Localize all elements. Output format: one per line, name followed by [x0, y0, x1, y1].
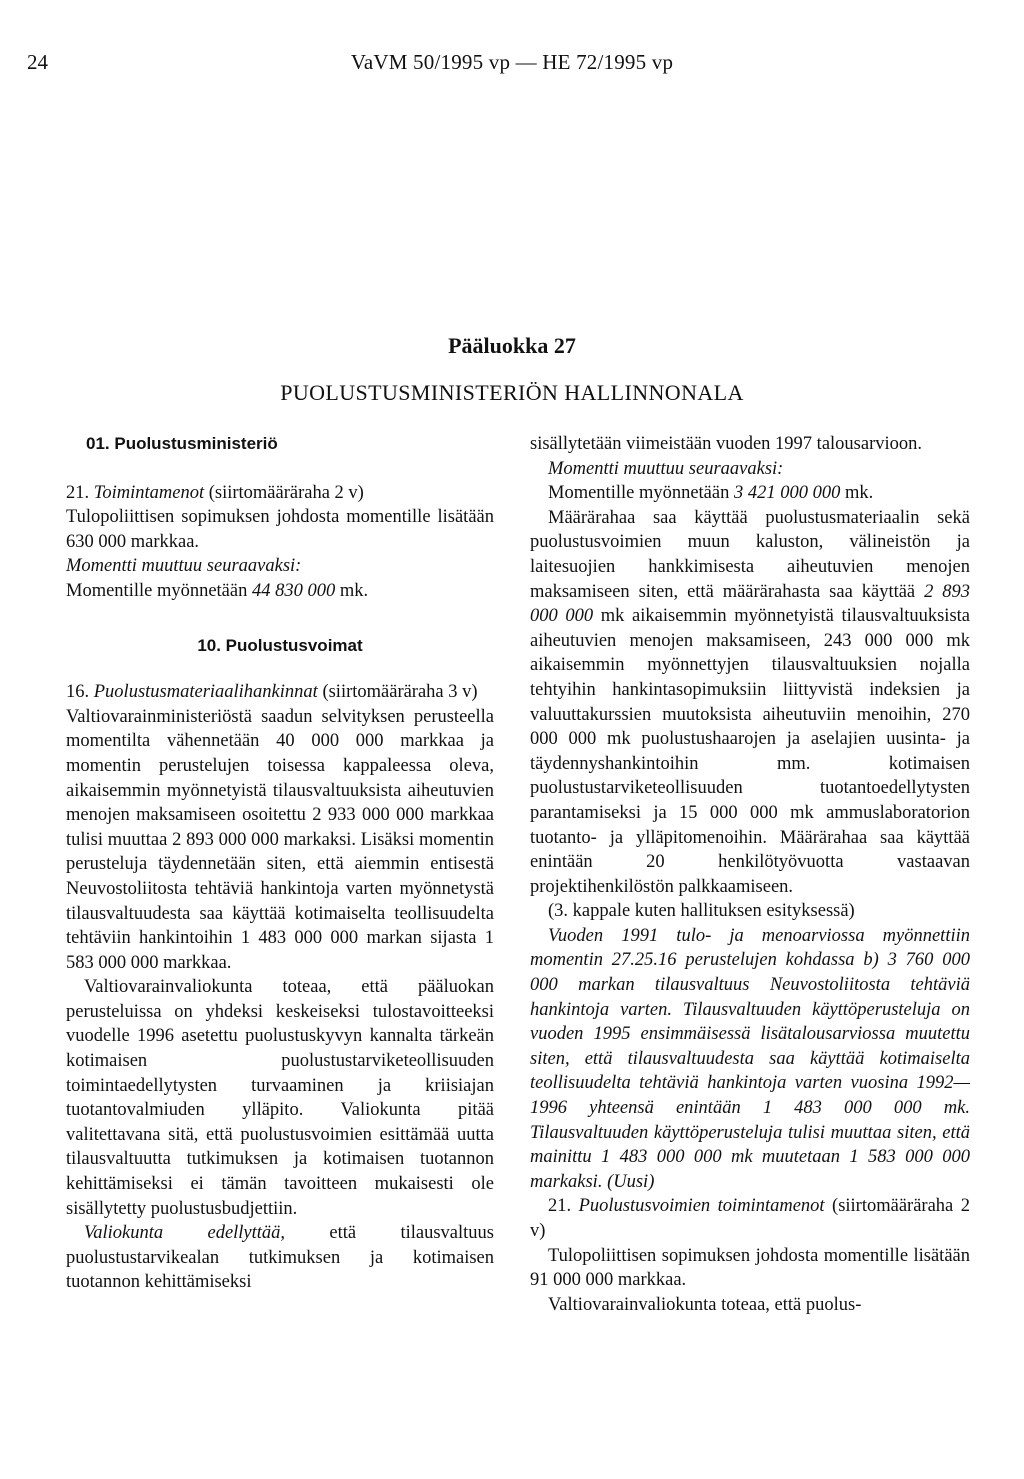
emphasis: Valiokunta edellyttää,: [84, 1223, 286, 1244]
text: mk aikaisemmin myönnetyistä tilausvaltuuksista aiheutuvien menojen maksamiseen, 243 000 000 mk aikaisemmin myönnettyjen tilausvaltuuksien nojalla tehtyihin hankintasopimuksiin liittyvistä indeksien ja valuuttakurssien muutoksista aiheutuviin menoihin, 270 000 000 mk puolustushaarojen ja aselajien uusinta- ja täydennyshankintoihin mm. kotimaisen puolustustarviketeollisuuden tuotantoedellytysten parantamiseksi ja 15 000 000 mk ammuslaboratorion tuotanto- ja ylläpitomenoihin. Määrärahaa saa käyttää enintään 20 henkilötyövuotta vastaavan projektihenkilöstön palkkaamiseen.: [530, 606, 970, 897]
left-column: [66, 432, 494, 1295]
paragraph: [530, 506, 970, 900]
amount: 2 893 000 000: [530, 581, 970, 627]
item-type: (siirtomääräraha 2 v): [530, 1196, 970, 1241]
sub-title: PUOLUSTUSMINISTERIÖN HALLINNONALA: [280, 380, 744, 405]
text: että tilausvaltuus puolustustarvikealan tutkimuksen ja kotimaisen tuotannon kehittämiseksi: [66, 1223, 494, 1293]
item-21-heading: [66, 481, 494, 506]
amount: 3 421 000 000: [734, 483, 841, 504]
item-number: 21.: [66, 482, 94, 503]
paragraph-italic: Momentti muuttuu seuraavaksi:: [66, 556, 302, 577]
section-title-puolustusministerio: 01. Puolustusministeriö: [86, 434, 278, 453]
note: (Uusi): [602, 1171, 655, 1192]
paragraph: [66, 579, 494, 604]
paragraph: Tulopoliittisen sopimuksen johdosta momentille lisätään 91 000 000 markkaa.: [530, 1245, 970, 1291]
italic-text: Vuoden 1991 tulo- ja menoarviossa myönnettiin momentin 27.25.16 perustelujen kohdassa b) 3 760 000 000 markan tilausvaltuus Neuvostoliitosta tehtäviä hankintoja varten. Tilausvaltuuden käyttöperusteluja on vuoden 1995 ensimmäisessä lisätalousarviossa muutettu siten, että tilausvaltuudesta saa käyttää kotimaiselta teollisuudelta tehtäviä hankintoja varten vuosina 1992—1996 yhteensä enintään 1 483 000 000 mk. Tilausvaltuuden käyttöperusteluja tulisi muuttaa siten, että mainittu 1 483 000 000 mk muutetaan 1 583 000 000 markaksi.: [530, 925, 970, 1192]
paragraph: sisällytetään viimeistään vuoden 1997 talousarvioon.: [530, 434, 923, 454]
text: Momentille myönnetään: [548, 483, 734, 504]
item-type: (siirtomääräraha 3 v): [317, 682, 478, 703]
item-title: Puolustusmateriaalihankinnat: [93, 682, 318, 703]
item-title: Puolustusvoimien toimintamenot: [578, 1196, 825, 1217]
paragraph: Valtiovarainministeriöstä saadun selvityksen perusteella momentilta vähennetään 40 000 000 markkaa ja momentin perustelujen toisessa kappaleessa oleva, aikaisemmin myönnetyistä tilausvaltuuksista aiheutuvien menojen maksamiseen osoitettu 2 933 000 000 markkaa tulisi muuttaa 2 893 000 000 markaksi. Lisäksi momentin perusteluja täydennetään siten, että aiemmin entisestä Neuvostoliitosta tehtäviä hankintoja varten myönnetystä tilausvaltuudesta saa käyttää kotimaiselta teollisuudelta tehtäviin hankintoihin 1 483 000 000 markan sijasta 1 583 000 000 markkaa.: [66, 706, 494, 973]
item-number: 21.: [548, 1196, 579, 1217]
amount: 44 830 000: [252, 580, 336, 601]
text: mk.: [840, 483, 874, 504]
paragraph: [530, 924, 970, 1195]
item-number: 16.: [66, 682, 94, 703]
right-column: [530, 432, 970, 1317]
text: mk.: [335, 580, 369, 601]
main-title: Pääluokka 27: [448, 333, 576, 358]
paragraph: (3. kappale kuten hallituksen esityksessä): [548, 901, 855, 922]
section-title-puolustusvoimat: 10. Puolustusvoimat: [197, 635, 363, 655]
running-header: VaVM 50/1995 vp — HE 72/1995 vp: [350, 50, 674, 74]
item-16-heading: [66, 680, 494, 705]
item-type: (siirtomääräraha 2 v): [204, 482, 364, 503]
item-title: Toimintamenot: [93, 482, 205, 503]
text: Momentille myönnetään: [66, 580, 252, 601]
paragraph: [66, 1221, 494, 1295]
paragraph-italic: Momentti muuttuu seuraavaksi:: [548, 458, 784, 479]
paragraph: Valtiovarainvaliokunta toteaa, että puolus-: [548, 1294, 862, 1315]
paragraph: Valtiovarainvaliokunta toteaa, että pääluokan perusteluissa on yhdeksi keskeiseksi tulostavoitteeksi vuodelle 1996 asetettu puolustuskyvyn kannalta tärkeän kotimaisen puolustustarviketeollisuuden toimintaedellytysten turvaaminen ja kriisiajan tuotantovalmiuden ylläpito. Valiokunta pitää valitettavana sitä, että puolustusvoimien esittämää uutta tilausvaltuutta tutkimuksen ja kotimaisen tuotannon kehittämiseksi ei tämän tavoitteen mukaisesti ole sisällytetty puolustusbudjettiin.: [66, 977, 494, 1219]
paragraph: [530, 481, 970, 506]
item-21-heading: [530, 1194, 970, 1243]
page-number: 24: [27, 50, 48, 74]
text: Määrärahaa saa käyttää puolustusmateriaalin sekä puolustusvoimien muun kaluston, välineistön ja laitesuojien hankkimisesta aiheutuvien menojen maksamiseen siten, että määrärahasta saa käyttää: [530, 507, 970, 602]
paragraph: Tulopoliittisen sopimuksen johdosta momentille lisätään 630 000 markkaa.: [66, 507, 494, 552]
